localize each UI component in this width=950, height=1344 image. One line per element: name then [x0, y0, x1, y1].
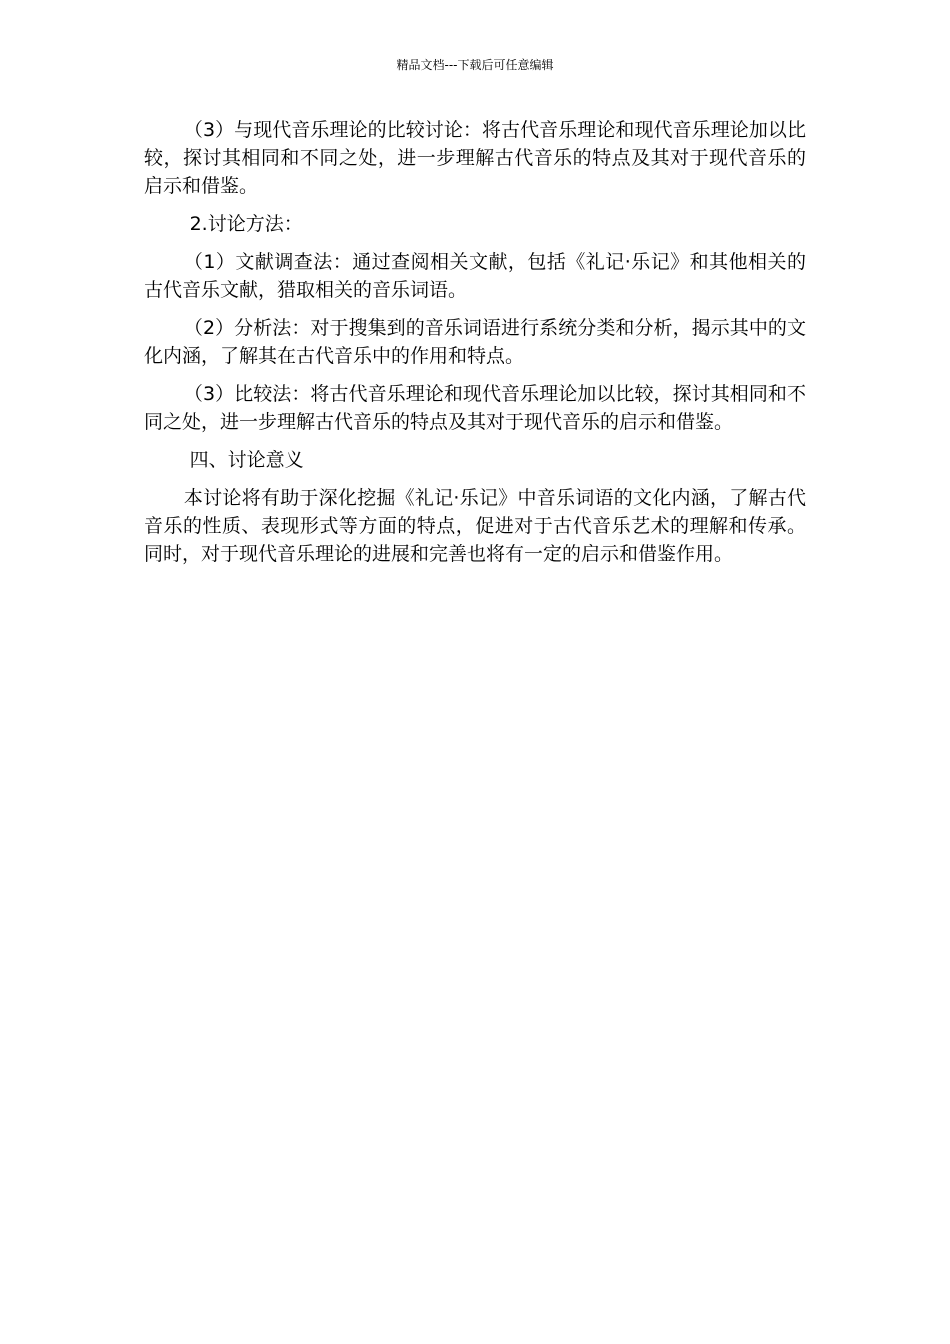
paragraph-comparison-discussion: （3）与现代音乐理论的比较讨论：将古代音乐理论和现代音乐理论加以比较，探讨其相同和不同之处，进一步理解古代音乐的特点及其对于现代音乐的启示和借鉴。	[144, 119, 806, 197]
page-header: 精品文档---下载后可任意编辑	[396, 58, 554, 72]
paragraph-comparison-method: （3）比较法：将古代音乐理论和现代音乐理论加以比较，探讨其相同和不同之处，进一步理解古代音乐的特点及其对于现代音乐的启示和借鉴。	[144, 383, 806, 433]
section-heading-significance: 四、讨论意义	[189, 449, 304, 471]
paragraph-analysis-method: （2）分析法：对于搜集到的音乐词语进行系统分类和分析，揭示其中的文化内涵，了解其在古代音乐中的作用和特点。	[144, 317, 806, 367]
document-body	[144, 116, 806, 578]
paragraph-significance: 本讨论将有助于深化挖掘《礼记·乐记》中音乐词语的文化内涵，了解古代音乐的性质、表现形式等方面的特点，促进对于古代音乐艺术的理解和传承。同时，对于现代音乐理论的进展和完善也将有一定的启示和借鉴作用。	[144, 487, 806, 565]
section-heading-methods: 2.讨论方法：	[189, 213, 303, 235]
paragraph-literature-survey: （1）文献调查法：通过查阅相关文献，包括《礼记·乐记》和其他相关的古代音乐文献，猎取相关的音乐词语。	[144, 251, 806, 301]
